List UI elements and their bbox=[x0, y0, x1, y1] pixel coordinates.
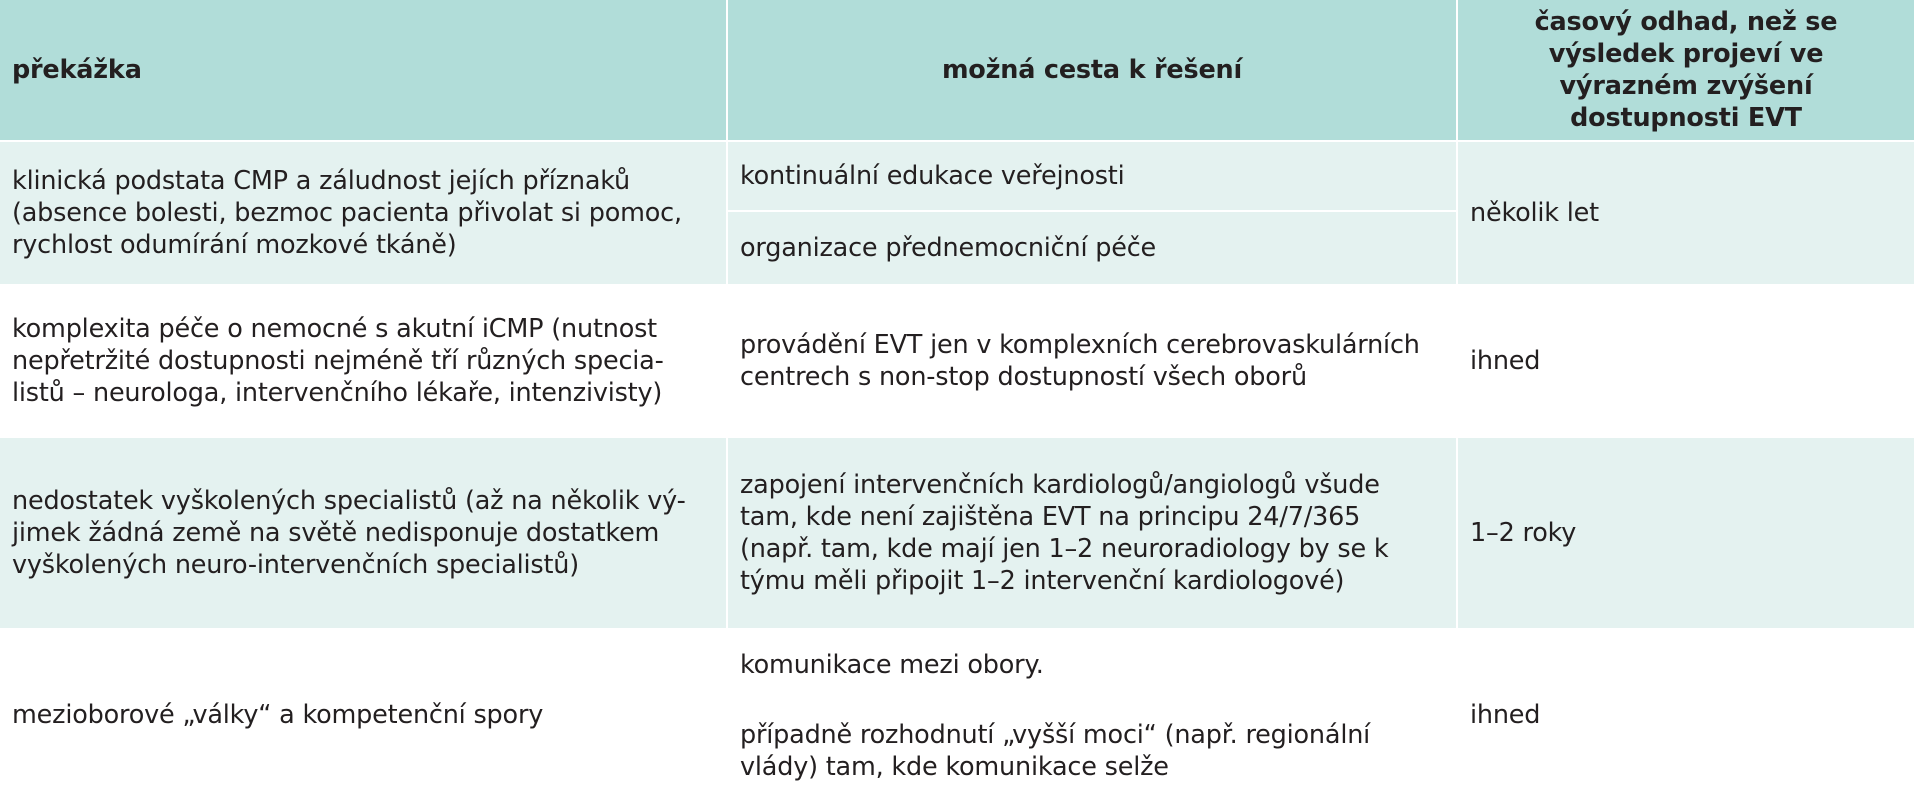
row-4-solution-1-text: komunikace mezi obory. bbox=[740, 650, 1044, 680]
row-4-obstacle bbox=[0, 630, 726, 800]
row-1-solution-1-text: kontinuální edukace veřejnosti bbox=[740, 161, 1125, 191]
row-3-solution-1-text: zapojení intervenčních kardiologů/angiologů všude tam, kde není zajištěna EVT na principu 24/7/365 (např. tam, kde mají jen 1–2 neuroradiology by se k týmu měli připojit 1–2 intervenční kardiologové) bbox=[740, 470, 1389, 596]
header-obstacle bbox=[0, 0, 726, 140]
row-1-obstacle-text: klinická podstata CMP a záludnost jejích příznaků (absence bolesti, bezmoc pacienta přivolat si pomoc, rychlost odumírání mozkové tkáně) bbox=[12, 166, 682, 260]
row-1-solution-2-text: organizace přednemocniční péče bbox=[740, 233, 1157, 263]
row-2-obstacle-text: komplexita péče o nemocné s akutní iCMP (nutnost nepřetržité dostupnosti nejméně tří různých specia-listů – neurologa, intervenčního lékaře, intenzivisty) bbox=[12, 314, 664, 408]
row-3-solution-1 bbox=[728, 438, 1456, 628]
row-1-time-text: několik let bbox=[1470, 198, 1599, 228]
row-4-solution-2-text: případně rozhodnutí „vyšší moci“ (např. regionální vlády) tam, kde komunikace selže bbox=[740, 720, 1371, 782]
row-2-obstacle bbox=[0, 286, 726, 436]
row-2-time bbox=[1458, 286, 1914, 436]
header-solution-label: možná cesta k řešení bbox=[941, 55, 1243, 85]
row-3-time-text: 1–2 roky bbox=[1470, 518, 1577, 548]
row-4-solution-2 bbox=[728, 702, 1456, 800]
row-1-solution-1 bbox=[728, 142, 1456, 210]
row-4-obstacle-text: mezioborové „války“ a kompetenční spory bbox=[12, 700, 544, 730]
header-solution bbox=[728, 0, 1456, 140]
row-2-solution-1 bbox=[728, 286, 1456, 436]
row-3-obstacle bbox=[0, 438, 726, 628]
row-2-solution-1-text: provádění EVT jen v komplexních cerebrovaskulárních centrech s non-stop dostupností všech oborů bbox=[740, 330, 1420, 392]
row-3-obstacle-text: nedostatek vyškolených specialistů (až na několik vý-jimek žádná země na světě nedisponuje dostatkem vyškolených neuro-intervenčních specialistů) bbox=[12, 486, 686, 580]
row-3-time bbox=[1458, 438, 1914, 628]
row-1-solution-2 bbox=[728, 212, 1456, 284]
header-obstacle-label: překážka bbox=[12, 55, 142, 85]
row-2-time-text: ihned bbox=[1470, 346, 1541, 376]
row-4-solution-1 bbox=[728, 630, 1456, 700]
header-time-label: časový odhad, než se výsledek projeví ve výrazném zvýšení dostupnosti EVT bbox=[1534, 7, 1838, 133]
row-1-obstacle bbox=[0, 142, 726, 284]
row-4-time bbox=[1458, 630, 1914, 800]
header-time bbox=[1458, 0, 1914, 140]
row-1-time bbox=[1458, 142, 1914, 284]
row-4-time-text: ihned bbox=[1470, 700, 1541, 730]
